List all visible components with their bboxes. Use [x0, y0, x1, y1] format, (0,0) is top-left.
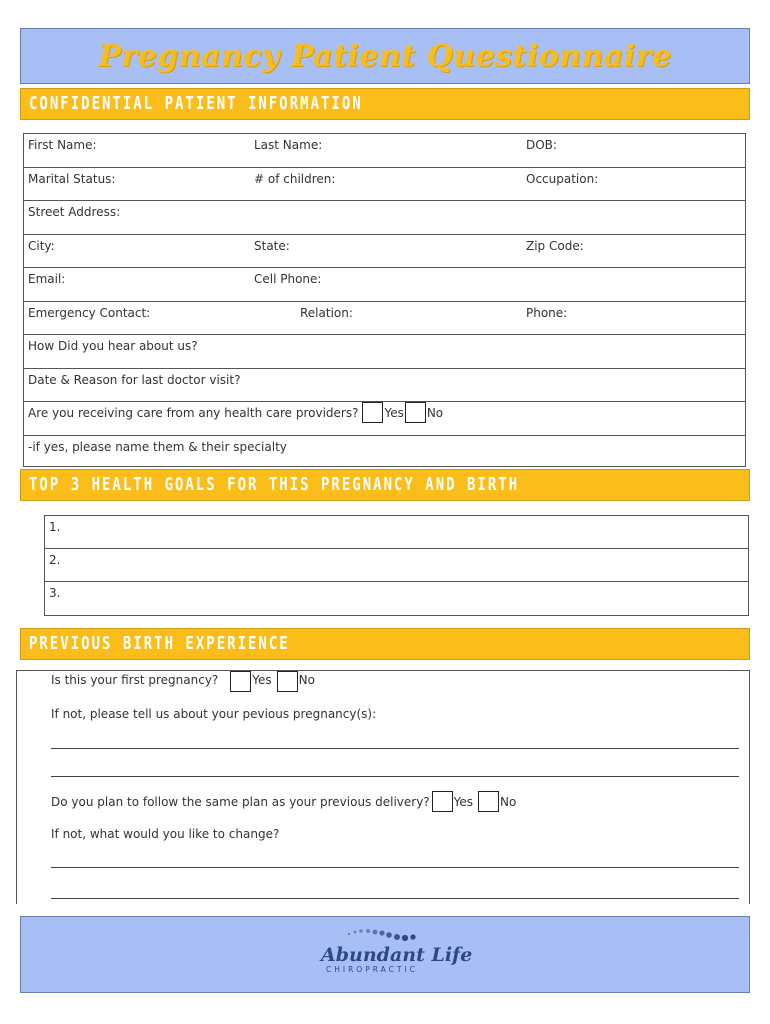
hear-about-field[interactable]: How Did you hear about us?	[28, 339, 198, 353]
previous-birth-box	[16, 670, 750, 904]
section-header-confidential	[20, 88, 750, 120]
children-field[interactable]: # of children:	[254, 171, 336, 186]
form-row	[24, 402, 745, 436]
logo-name: Abundant Life	[321, 944, 473, 966]
first-name-field[interactable]: First Name:	[28, 138, 97, 152]
zip-field[interactable]: Zip Code:	[526, 238, 584, 253]
plan-yes-checkbox[interactable]	[432, 791, 453, 812]
first-yes-checkbox[interactable]	[230, 671, 251, 692]
yes-label: Yes	[453, 795, 474, 809]
answer-line[interactable]	[51, 776, 739, 777]
goal-field-1[interactable]: 1.	[45, 516, 748, 549]
no-label: No	[298, 673, 315, 687]
cell-phone-field[interactable]: Cell Phone:	[254, 272, 322, 286]
section-title: TOP 3 HEALTH GOALS FOR THIS PREGNANCY AND BIRTH	[29, 475, 520, 495]
plan-no-checkbox[interactable]	[478, 791, 499, 812]
form-row	[24, 302, 745, 336]
answer-line[interactable]	[51, 748, 739, 749]
logo-subtitle: CHIROPRACTIC	[326, 965, 418, 974]
form-row	[24, 168, 745, 202]
phone-field[interactable]: Phone:	[526, 305, 568, 320]
emergency-contact-field[interactable]: Emergency Contact:	[28, 305, 151, 320]
last-visit-field[interactable]: Date & Reason for last doctor visit?	[28, 372, 241, 387]
city-field[interactable]: City:	[28, 238, 55, 253]
form-row	[24, 436, 745, 466]
form-row	[24, 369, 745, 403]
tell-us-label: If not, please tell us about your pevious pregnancy(s):	[51, 707, 377, 721]
change-label: If not, what would you like to change?	[51, 827, 280, 841]
footer-banner	[20, 916, 750, 993]
form-row	[24, 134, 745, 168]
yes-label: Yes	[252, 673, 272, 687]
same-plan-question	[51, 791, 516, 812]
care-question-label: Are you receiving care from any health care providers?	[28, 406, 359, 420]
email-field[interactable]: Email:	[28, 272, 66, 286]
care-yes-checkbox[interactable]	[362, 402, 383, 423]
form-row	[24, 235, 745, 269]
no-label: No	[500, 795, 517, 809]
patient-info-grid	[23, 133, 746, 467]
same-plan-label: Do you plan to follow the same plan as your previous delivery?	[51, 795, 430, 809]
first-pregnancy-question	[51, 671, 315, 692]
goal-field-3[interactable]: 3.	[49, 586, 61, 600]
title-banner	[20, 28, 750, 84]
abundant-life-logo	[21, 917, 751, 994]
street-address-field[interactable]: Street Address:	[28, 205, 121, 219]
tell-us-question	[51, 705, 376, 721]
answer-line[interactable]	[51, 867, 739, 868]
first-pregnancy-label: Is this your first pregnancy?	[51, 673, 219, 687]
goal-field-2[interactable]: 2.	[45, 549, 748, 582]
yes-label: Yes	[384, 406, 404, 420]
section-title: CONFIDENTIAL PATIENT INFORMATION	[29, 94, 363, 114]
relation-field[interactable]: Relation:	[300, 305, 353, 320]
section-title: PREVIOUS BIRTH EXPERIENCE	[29, 634, 290, 654]
dob-field[interactable]: DOB:	[526, 138, 557, 152]
first-no-checkbox[interactable]	[277, 671, 298, 692]
form-row	[24, 201, 745, 235]
change-question	[51, 825, 279, 841]
section-header-goals	[20, 469, 750, 501]
state-field[interactable]: State:	[254, 238, 290, 253]
marital-status-field[interactable]: Marital Status:	[28, 171, 116, 186]
no-label: No	[426, 406, 444, 420]
occupation-field[interactable]: Occupation:	[526, 171, 599, 186]
section-header-previous	[20, 628, 750, 660]
specialty-field[interactable]: -if yes, please name them & their specialty	[28, 439, 287, 454]
answer-line[interactable]	[51, 898, 739, 899]
page-title: Pregnancy Patient Questionnaire	[98, 38, 672, 74]
last-name-field[interactable]: Last Name:	[254, 138, 323, 152]
care-no-checkbox[interactable]	[405, 402, 426, 423]
care-question	[28, 402, 443, 423]
logo-dots-icon	[348, 929, 416, 941]
health-goals-list	[44, 515, 749, 616]
form-row	[24, 335, 745, 369]
form-row	[24, 268, 745, 302]
